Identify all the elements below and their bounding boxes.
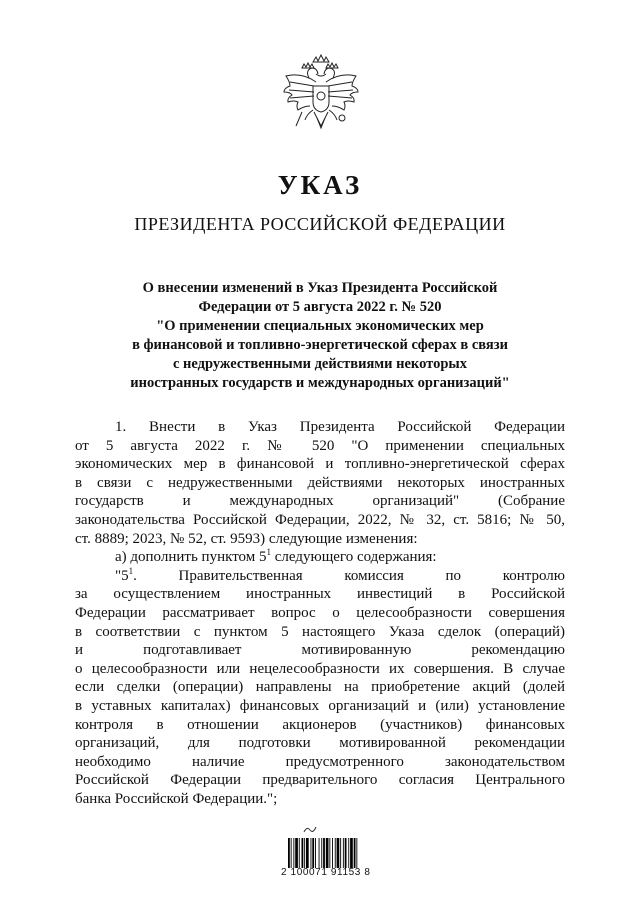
body-line: государств и международных организаций" (Собрание — [75, 493, 565, 510]
heading-line: иностранных государств и международных организаций" — [130, 375, 510, 391]
barcode-bar — [343, 838, 344, 868]
subpoint-a: а) дополнить пунктом $5^1$ следующего содержания: — [115, 547, 437, 566]
barcode-bar — [311, 838, 312, 868]
body-line: необходимо наличие предусмотренного законодательством — [75, 753, 565, 770]
barcode-bar — [323, 838, 325, 868]
body-line: от 5 августа 2022 г. № 520 "О применении специальных — [75, 437, 565, 454]
body-line: организаций, для подготовки мотивированной рекомендации — [75, 735, 565, 752]
body-line: в связи с недружественными действиями некоторых иностранных — [75, 474, 565, 491]
body-line: Федерации рассматривает вопрос о целесообразности совершения — [75, 604, 565, 621]
barcode-bar — [329, 838, 330, 868]
barcode-bar — [312, 838, 314, 868]
body-line: в уставных капиталах) финансовых организаций и (или) установление — [75, 697, 565, 714]
barcode-bar — [291, 838, 292, 868]
barcode-bar — [340, 838, 341, 868]
heading-line: О внесении изменений в Указ Президента Российской — [142, 280, 498, 296]
decree-body — [75, 418, 565, 808]
body-line: если сделки (операции) направлены на приобретение акций (долей — [75, 679, 565, 696]
registration-mark-icon — [303, 824, 317, 834]
body-line: ст. 8889; 2023, № 52, ст. 9593) следующие изменения: — [75, 530, 418, 547]
quote-first-line: "$5^1$. Правительственная комиссия по контролю — [115, 565, 565, 584]
barcode-bar — [350, 838, 353, 868]
barcode-bar — [319, 838, 320, 868]
barcode-bar — [295, 838, 298, 868]
barcode-bar — [299, 838, 300, 868]
barcode-bar — [304, 838, 305, 868]
decree-heading — [70, 279, 570, 393]
barcode-bar — [315, 838, 316, 868]
heading-line: "О применении специальных экономических мер — [156, 318, 484, 334]
body-line: и подготавливает мотивированную рекомендацию — [75, 642, 565, 659]
body-line: за осуществлением иностранных инвестиций в Российской — [75, 586, 565, 603]
body-line: 1. Внести в Указ Президента Российской Федерации — [115, 419, 565, 435]
barcode-number: 2 100071 91153 8 — [281, 867, 371, 878]
barcode-bar — [356, 838, 357, 868]
barcode-bar — [326, 838, 329, 868]
barcode-bar — [335, 838, 336, 868]
barcode-bar — [354, 838, 356, 868]
body-line: законодательства Российской Федерации, 2022, № 32, ст. 5816; № 50, — [75, 511, 565, 528]
barcode-bar — [302, 838, 304, 868]
heading-line: Федерации от 5 августа 2022 г. № 520 — [198, 299, 442, 315]
body-line: экономических мер в финансовой и топливно-энергетической сферах — [75, 456, 565, 473]
barcode-bar — [332, 838, 333, 868]
russian-coat-of-arms-icon — [280, 52, 362, 144]
heading-line: с недружественными действиями некоторых — [173, 356, 467, 372]
barcode-bar — [321, 838, 322, 868]
barcode-bar — [293, 838, 294, 868]
body-line: банка Российской Федерации."; — [75, 790, 278, 807]
barcode-bar — [345, 838, 347, 868]
barcode-bar — [288, 838, 290, 868]
body-line: о целесообразности или нецелесообразности их совершения. В случае — [75, 660, 565, 677]
body-line: контроля в отношении акционеров (участников) финансовых — [75, 716, 565, 733]
body-line: в соответствии с пунктом 5 настоящего Указа сделок (операций) — [75, 623, 565, 640]
document-subtitle: ПРЕЗИДЕНТА РОССИЙСКОЙ ФЕДЕРАЦИИ — [134, 214, 506, 234]
heading-line: в финансовой и топливно-энергетической сферах в связи — [132, 337, 508, 353]
barcode-bar — [348, 838, 349, 868]
document-title: УКАЗ — [277, 170, 363, 200]
barcode-icon — [288, 838, 384, 868]
barcode-bar — [337, 838, 340, 868]
body-line: Российской Федерации предварительного согласия Центрального — [75, 772, 565, 789]
barcode-bar — [306, 838, 309, 868]
